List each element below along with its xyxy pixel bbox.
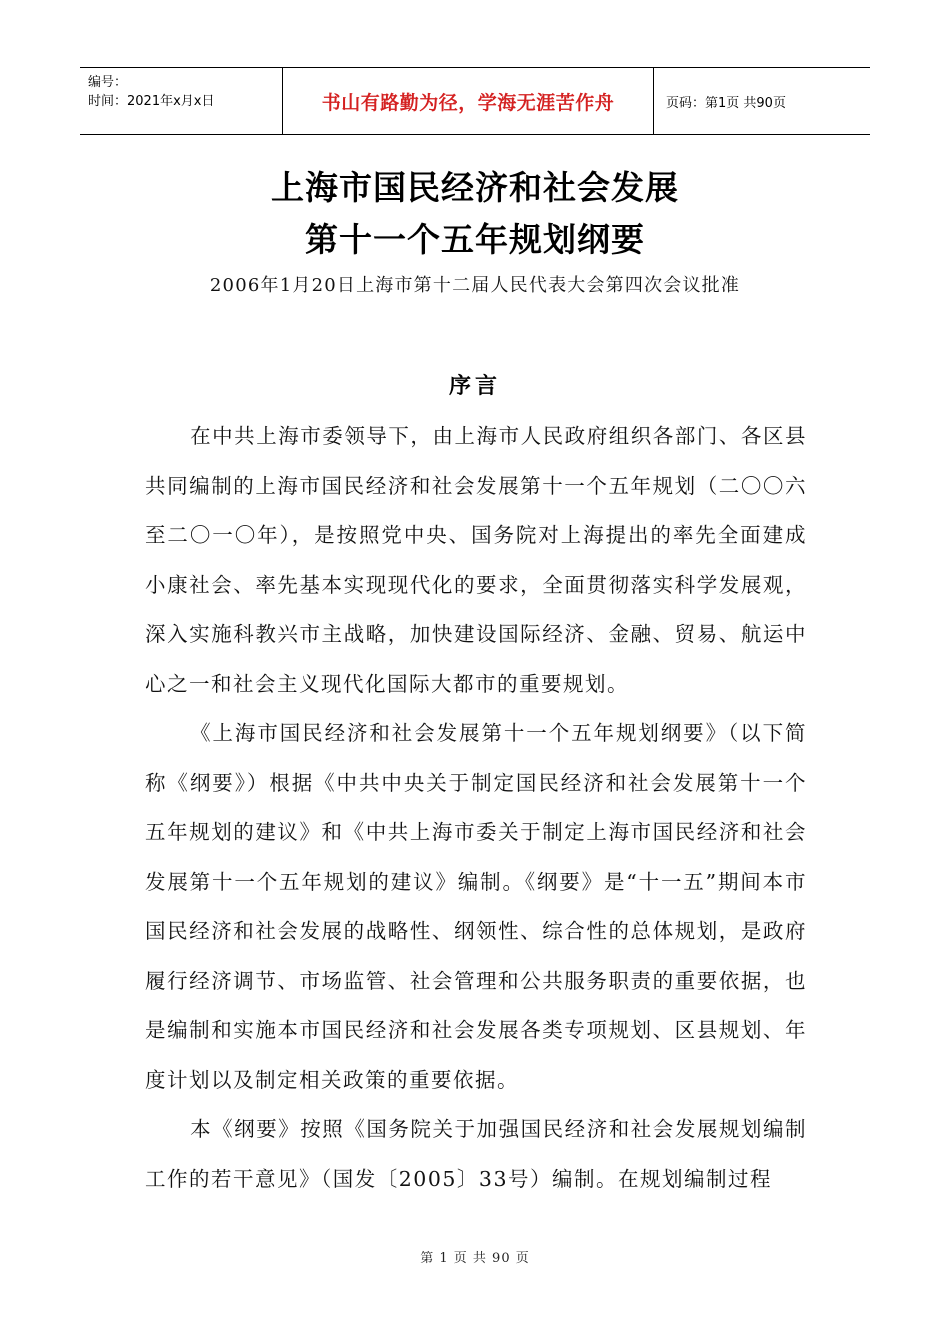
body-paragraph: 在中共上海市委领导下，由上海市人民政府组织各部门、各区县共同编制的上海市国民经济和社会发展第十一个五年规划（二〇〇六至二〇一〇年），是按照党中央、国务院对上海提出的率先全面建成小康社会、率先基本实现现代化的要求，全面贯彻落实科学发展观，深入实施科教兴市主战略，加快建设国际经济、金融、贸易、航运中心之一和社会主义现代化国际大都市的重要规划。: [145, 424, 807, 696]
document-body: [145, 412, 807, 1204]
body-paragraph: 本《纲要》按照《国务院关于加强国民经济和社会发展规划编制工作的若干意见》（国发〔2005〕33号）编制。在规划编制过程: [145, 1117, 807, 1191]
document-subtitle: 2006年1月20日上海市第十二届人民代表大会第四次会议批准: [209, 275, 741, 296]
document-time-label: 时间：2021年x月x日: [88, 94, 215, 109]
page-footer: 第 1 页 共 90 页: [420, 1251, 530, 1266]
document-number-label: 编号：: [88, 75, 128, 90]
document-title-line2: 第十一个五年规划纲要: [305, 220, 645, 259]
document-title-line1: 上海市国民经济和社会发展: [271, 168, 679, 207]
section-title: 序言: [448, 374, 501, 399]
header-page-info: 页码：第1页 共90页: [666, 95, 786, 111]
header-motto: 书山有路勤为径，学海无涯苦作舟: [282, 68, 654, 134]
body-paragraph: 《上海市国民经济和社会发展第十一个五年规划纲要》（以下简称《纲要》）根据《中共中央关于制定国民经济和社会发展第十一个五年规划的建议》和《中共上海市委关于制定上海市国民经济和社会发展第十一个五年规划的建议》编制。《纲要》是“十一五”期间本市国民经济和社会发展的战略性、纲领性、综合性的总体规划，是政府履行经济调节、市场监管、社会管理和公共服务职责的重要依据，也是编制和实施本市国民经济和社会发展各类专项规划、区县规划、年度计划以及制定相关政策的重要依据。: [145, 721, 807, 1092]
header-table: [80, 67, 870, 135]
header-meta: [80, 68, 282, 134]
